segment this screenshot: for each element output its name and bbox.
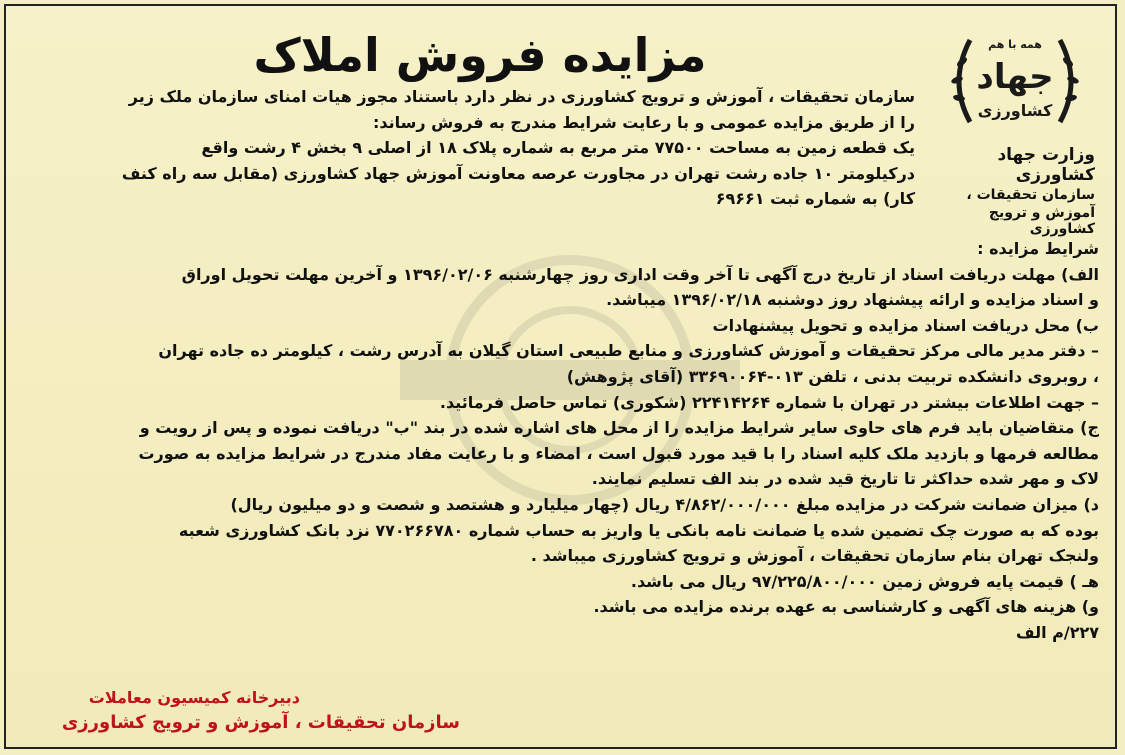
intro-line: سازمان تحقیقات ، آموزش و ترویج کشاورزی در نظر دارد باستناد مجوز هیات امنای سازمان ملک زیر bbox=[128, 87, 915, 106]
signature-line-2: سازمان تحقیقات ، آموزش و ترویج کشاورزی bbox=[61, 712, 460, 733]
condition-line: بوده که به صورت چک تضمین شده یا ضمانت نامه بانکی یا واریز به حساب شماره ۷۷۰۲۶۶۷۸۰ نزد بانک کشاورزی شعبه bbox=[178, 520, 1099, 540]
intro-line: کار) به شماره ثبت ۶۹۶۶۱ bbox=[715, 189, 915, 209]
jahad-keshavarzi-logo bbox=[940, 22, 1090, 140]
logo-sub-text: کشاورزی bbox=[977, 101, 1053, 120]
intro-line: را از طریق مزایده عمومی و با رعایت شرایط مندرج به فروش رساند: bbox=[372, 112, 915, 132]
condition-line: هـ ) قیمت پایه فروش زمین ۹۷/۲۲۵/۸۰۰/۰۰۰ ریال می باشد. bbox=[630, 571, 1099, 591]
organization-name-cont: آموزش و ترویج کشاورزی bbox=[988, 205, 1095, 237]
conditions-section bbox=[24, 236, 1099, 646]
page-title: مزایده فروش املاک bbox=[253, 28, 707, 82]
condition-line: و اسناد مزایده و ارائه پیشنهاد روز دوشنبه ۱۳۹۶/۰۲/۱۸ میباشد. bbox=[606, 290, 1099, 310]
ministry-name: وزارت جهاد کشاورزی bbox=[997, 145, 1095, 185]
intro-line: یک قطعه زمین به مساحت ۷۷۵۰۰ متر مربع به شماره پلاک ۱۸ از اصلی ۹ بخش ۴ رشت واقع bbox=[201, 138, 915, 158]
condition-line: ولنجک تهران بنام سازمان تحقیقات ، آموزش و ترویج کشاورزی میباشد . bbox=[530, 546, 1099, 566]
intro-line: درکیلومتر ۱۰ جاده رشت تهران در مجاورت عرصه معاونت آموزش جهاد کشاورزی (مقابل سه راه کنف bbox=[121, 163, 915, 183]
organization-name: سازمان تحقیقات ، bbox=[966, 187, 1095, 203]
notice-number: ۲۲۷/م الف bbox=[1016, 622, 1099, 642]
condition-line: لاک و مهر شده حداکثر تا تاریخ قید شده در بند الف تسلیم نمایند. bbox=[591, 469, 1099, 489]
condition-line: – جهت اطلاعات بیشتر در تهران با شماره ۲۲۴۱۴۲۶۴ (شکوری) تماس حاصل فرمائید. bbox=[439, 392, 1099, 412]
condition-line: و) هزینه های آگهی و کارشناسی به عهده برنده مزایده می باشد. bbox=[593, 597, 1099, 617]
logo-top-text: همه با هم bbox=[988, 38, 1042, 51]
condition-line: ج) متقاضیان باید فرم های حاوی سایر شرایط مزایده را از محل های اشاره شده در بند "ب" دریافت نموده و پس از رویت و bbox=[139, 418, 1099, 438]
signature-line-1: دبیرخانه کمیسیون معاملات bbox=[88, 688, 300, 707]
condition-line: مطالعه فرمها و بازدید ملک کلیه اسناد را با قید مورد قبول است ، امضاء و با رعایت مفاد مندرج در شرایط مزایده به صورت bbox=[138, 443, 1099, 463]
conditions-heading: شرایط مزایده : bbox=[977, 239, 1099, 258]
ministry-block bbox=[930, 145, 1095, 237]
intro-paragraph bbox=[121, 84, 915, 212]
condition-line: ب) محل دریافت اسناد مزایده و تحویل پیشنهادات bbox=[712, 315, 1099, 335]
logo-main-text: جهاد bbox=[976, 57, 1054, 97]
condition-line: الف) مهلت دریافت اسناد از تاریخ درج آگهی تا آخر وقت اداری روز چهارشنبه ۱۳۹۶/۰۲/۰۶ و آخرین مهلت تحویل اوراق bbox=[181, 264, 1099, 284]
condition-line: ، روبروی دانشکده تربیت بدنی ، تلفن ۰۱۳-۳۳۶۹۰۰۶۴ (آقای پژوهش) bbox=[566, 366, 1099, 386]
condition-line: د) میزان ضمانت شرکت در مزایده مبلغ ۴/۸۶۲/۰۰۰/۰۰۰ ریال (چهار میلیارد و هشتصد و شصت و دو میلیون ریال) bbox=[230, 494, 1099, 514]
condition-line: – دفتر مدیر مالی مرکز تحقیقات و آموزش کشاورزی و منابع طبیعی استان گیلان به آدرس رشت ، کیلومتر ده جاده تهران bbox=[158, 341, 1099, 361]
